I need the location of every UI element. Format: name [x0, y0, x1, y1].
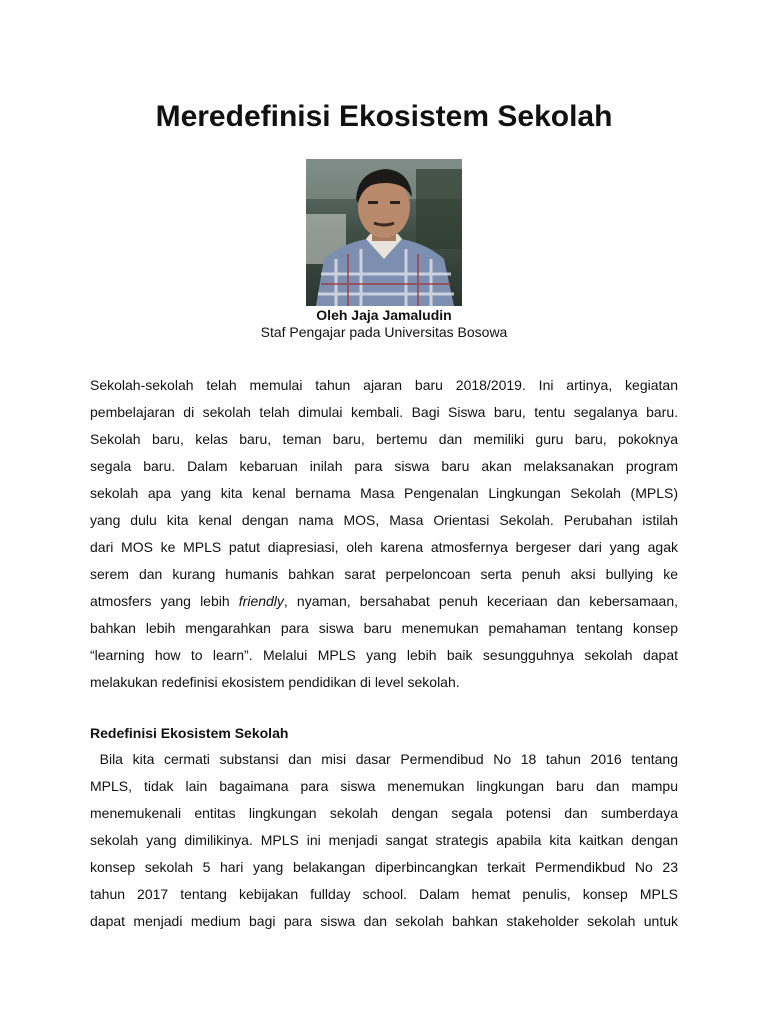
paragraph-line: dari MOS ke MPLS patut diapresiasi, oleh karena atmosfernya bergeser dari yang agak: [90, 539, 678, 555]
paragraph-line: Bila kita cermati substansi dan misi dasar Permendibud No 18 tahun 2016 tentang: [90, 751, 678, 767]
section-paragraph: [90, 746, 678, 935]
paragraph-line: Sekolah baru, kelas baru, teman baru, bertemu dan memiliki guru baru, pokoknya: [90, 431, 678, 447]
paragraph-line: bahkan lebih mengarahkan para siswa baru menemukan pemahaman tentang konsep: [90, 620, 678, 636]
paragraph-line: menemukenali entitas lingkungan sekolah dengan segala potensi dan sumberdaya: [90, 805, 678, 821]
paragraph-line: tahun 2017 tentang kebijakan fullday school. Dalam hemat penulis, konsep MPLS: [90, 886, 678, 902]
line-text: atmosfers yang lebih: [90, 593, 239, 609]
paragraph-line: melakukan redefinisi ekosistem pendidikan di level sekolah.: [90, 674, 460, 690]
paragraph-line: konsep sekolah 5 hari yang belakangan diperbincangkan terkait Permendikbud No 23: [90, 859, 678, 875]
section-heading: Redefinisi Ekosistem Sekolah: [90, 725, 289, 741]
author-photo: [306, 159, 462, 306]
paragraph-line: pembelajaran di sekolah telah dimulai kembali. Bagi Siswa baru, tentu segalanya baru.: [90, 404, 678, 420]
paragraph-line: serem dan kurang humanis bahkan sarat perpeloncoan serta penuh aksi bullying ke: [90, 566, 678, 582]
emphasis-friendly: friendly: [238, 593, 284, 609]
paragraph-line: Sekolah-sekolah telah memulai tahun ajaran baru 2018/2019. Ini artinya, kegiatan: [90, 377, 678, 393]
paragraph-line: yang dulu kita kenal dengan nama MOS, Masa Orientasi Sekolah. Perubahan istilah: [90, 512, 678, 528]
page-title: Meredefinisi Ekosistem Sekolah: [155, 100, 613, 133]
paragraph-line: segala baru. Dalam kebaruan inilah para siswa baru akan melaksanakan program: [90, 458, 678, 474]
author-byline: Oleh Jaja Jamaludin: [316, 307, 452, 323]
paragraph-line: sekolah apa yang kita kenal bernama Masa Pengenalan Lingkungan Sekolah (MPLS): [90, 485, 678, 501]
author-affiliation: Staf Pengajar pada Universitas Bosowa: [260, 324, 508, 340]
paragraph-line: MPLS, tidak lain bagaimana para siswa menemukan lingkungan baru dan mampu: [90, 778, 678, 794]
line-text: , nyaman, bersahabat penuh keceriaan dan kebersamaan,: [283, 593, 678, 609]
paragraph-line: [90, 588, 678, 615]
intro-paragraph: [90, 372, 678, 696]
paragraph-line: sekolah yang dimilikinya. MPLS ini menjadi sangat strategis apabila kita kaitkan dengan: [90, 832, 678, 848]
paragraph-line: “learning how to learn”. Melalui MPLS yang lebih baik sesungguhnya sekolah dapat: [90, 647, 678, 663]
paragraph-line: dapat menjadi medium bagi para siswa dan sekolah bahkan stakeholder sekolah untuk: [90, 913, 678, 929]
